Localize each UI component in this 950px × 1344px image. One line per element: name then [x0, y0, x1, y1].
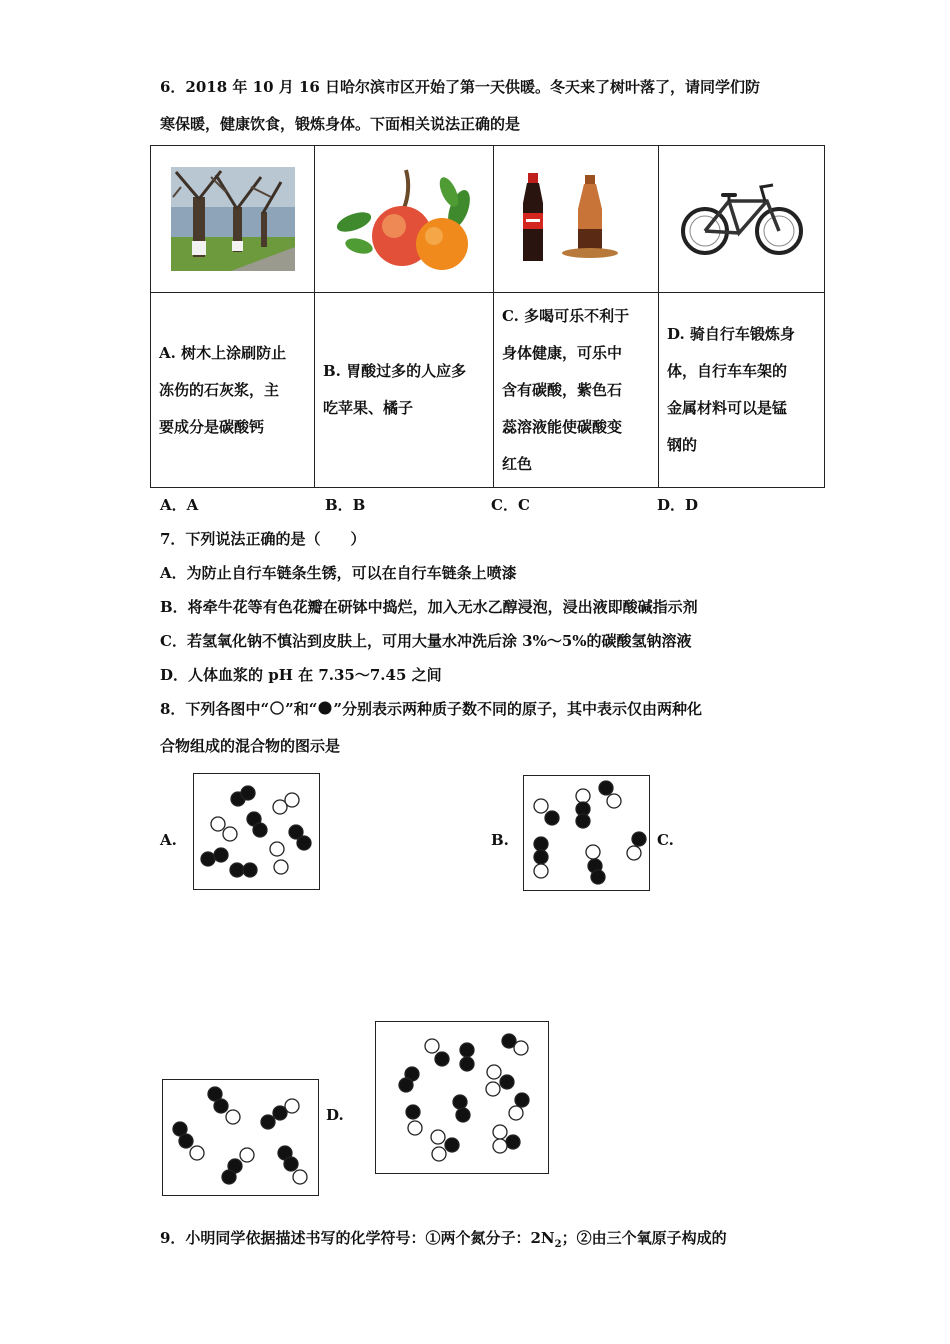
cell-a-line-1: A. 树木上涂刷防止: [159, 343, 287, 362]
q6-image-cell-c: [494, 146, 659, 293]
q6-stem-line1: 6．2018 年 10 月 16 日哈尔滨市区开始了第一天供暖。冬天来了树叶落了，请同学们防: [160, 78, 761, 96]
cell-c-line-3: 含有碳酸，紫色石: [502, 380, 623, 399]
q9-stem: [160, 1227, 727, 1250]
diagram-d[interactable]: [375, 1021, 549, 1174]
cell-b-line-1: B. 胃酸过多的人应多: [323, 362, 467, 380]
q8-stem-line1: [160, 698, 702, 719]
diagram-b-molecules: [524, 776, 649, 890]
q8-stem-part2: ”和“: [285, 700, 318, 718]
q8-stem-line2: 合物组成的混合物的图示是: [160, 737, 341, 755]
cell-c-line-1: C. 多喝可乐不利于: [502, 306, 630, 325]
q8-label-c[interactable]: C.: [657, 831, 674, 849]
white-atom-icon: [269, 700, 285, 716]
diagram-a-molecules: [194, 774, 319, 889]
q9-stem-pre: 9．小明同学依据描述书写的化学符号：①两个氮分子：2N: [160, 1229, 555, 1247]
cell-d-line-4: 钢的: [667, 436, 698, 454]
q6-image-cell-b: [315, 146, 494, 293]
q6-image-cell-d: [659, 146, 825, 293]
diagram-c-molecules: [163, 1080, 318, 1195]
q8-label-d[interactable]: D.: [326, 1106, 344, 1124]
q6-option-cell-a: [151, 293, 315, 488]
q9-subscript: 2: [554, 1239, 562, 1250]
cola-bottles-photo: [506, 169, 646, 269]
q6-option-c[interactable]: C．C: [491, 496, 530, 514]
q7-option-b[interactable]: B．将牵牛花等有色花瓣在研钵中捣烂，加入无水乙醇浸泡，浸出液即酸碱指示剂: [160, 598, 698, 616]
q8-label-a[interactable]: A.: [160, 831, 177, 849]
q6-stem-line2: 寒保暖，健康饮食，锻炼身体。下面相关说法正确的是: [160, 115, 521, 133]
q8-stem-part3: ”分别表示两种质子数不同的原子，其中表示仅由两种化: [333, 700, 702, 718]
q9-stem-post: ；②由三个氧原子构成的: [561, 1229, 727, 1247]
diagram-d-molecules: [376, 1022, 548, 1173]
q6-option-d[interactable]: D．D: [657, 496, 699, 514]
q6-option-b[interactable]: B．B: [325, 496, 366, 514]
bicycle-photo: [677, 179, 807, 259]
cell-d-line-2: 体，自行车车架的: [667, 362, 788, 380]
q6-option-cell-b: [315, 293, 494, 488]
q6-option-table: [150, 145, 825, 488]
q6-image-cell-a: [151, 146, 315, 293]
q7-option-d[interactable]: D．人体血浆的 pH 在 7.35～7.45 之间: [160, 666, 442, 684]
diagram-b[interactable]: [523, 775, 650, 891]
q6-option-a[interactable]: A．A: [160, 496, 199, 514]
q7-option-a[interactable]: A．为防止自行车链条生锈，可以在自行车链条上喷漆: [160, 564, 517, 582]
q8-label-b[interactable]: B.: [491, 831, 509, 849]
black-atom-icon: [317, 700, 333, 716]
cell-c-line-5: 红色: [502, 454, 533, 473]
tree-photo: [171, 167, 295, 271]
cell-c-line-4: 蕊溶液能使碳酸变: [502, 417, 623, 436]
cell-d-line-3: 金属材料可以是锰: [667, 399, 788, 417]
cell-c-line-2: 身体健康，可乐中: [502, 343, 623, 362]
q6-option-cell-c: [494, 293, 659, 488]
cell-b-line-2: 吃苹果、橘子: [323, 399, 414, 417]
q7-option-c[interactable]: C．若氢氧化钠不慎沾到皮肤上，可用大量水冲洗后涂 3%～5%的碳酸氢钠溶液: [160, 632, 692, 650]
cell-a-line-2: 冻伤的石灰浆，主: [159, 380, 280, 399]
q6-option-cell-d: [659, 293, 825, 488]
diagram-a[interactable]: [193, 773, 320, 890]
q7-stem: 7．下列说法正确的是（ ）: [160, 530, 366, 548]
q8-stem-part1: 8．下列各图中“: [160, 700, 270, 718]
cell-a-line-3: 要成分是碳酸钙: [159, 417, 265, 436]
diagram-c[interactable]: [162, 1079, 319, 1196]
cell-d-line-1: D. 骑自行车锻炼身: [667, 325, 795, 343]
apple-orange-photo: [324, 164, 484, 274]
